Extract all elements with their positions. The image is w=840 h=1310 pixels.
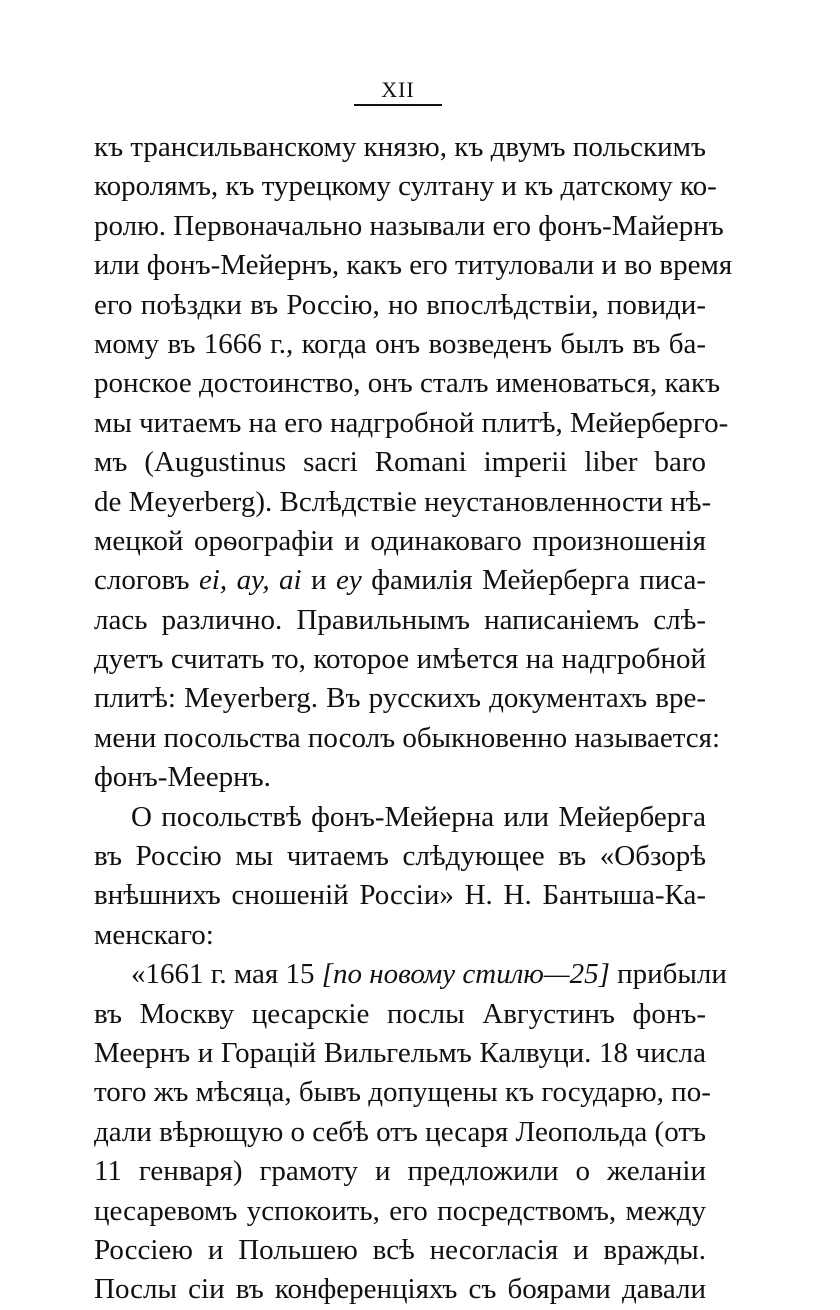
text-run: «1661 г. мая 15: [131, 958, 322, 991]
text-line: къ трансильванскому князю, къ двумъ польскимъ: [94, 131, 706, 163]
text-line: цесаревомъ успокоить, его посредствомъ, между: [94, 1194, 706, 1227]
text-line: 11 генваря) грамоту и предложили о желаніи: [94, 1155, 706, 1188]
text-line: Послы сіи въ конференціяхъ съ боярами давали: [94, 1273, 706, 1306]
text-line: ронское достоинство, онъ сталъ именоваться, какъ: [94, 367, 721, 400]
text-line: О посольствѣ фонъ-Мейерна или Мейерберга: [131, 800, 706, 833]
header-rule: [354, 104, 442, 106]
text-run: фамилія Мейерберга писа-: [361, 564, 706, 597]
text-line: королямъ, къ турецкому султану и къ датскому ко-: [94, 170, 717, 203]
text-line: мени посольства посолъ обыкновенно называется:: [94, 721, 721, 754]
italic-run: [по новому стилю—25]: [321, 958, 610, 991]
text-line: лась различно. Правильнымъ написаніемъ слѣ-: [94, 603, 706, 636]
italic-run: ei, ay, ai: [198, 564, 302, 597]
text-run: и: [301, 564, 337, 597]
text-line: [94, 561, 706, 600]
text-line: мецкой орѳографіи и одинаковаго произношенія: [94, 524, 706, 557]
text-line: мы читаемъ на его надгробной плитѣ, Мейерберго-: [94, 406, 729, 439]
text-line: плитѣ: Meyerberg. Въ русскихъ документахъ вре-: [94, 682, 706, 715]
text-line: de Meyerberg). Вслѣдствіе неустановленности нѣ-: [94, 485, 712, 518]
text-line: мому въ 1666 г., когда онъ возведенъ былъ въ ба-: [94, 327, 706, 360]
text-line: Меернъ и Горацій Вильгельмъ Калвуци. 18 числа: [94, 1036, 706, 1069]
text-run: слоговъ: [94, 564, 199, 597]
text-run: прибыли: [609, 958, 727, 991]
text-line: въ Россію мы читаемъ слѣдующее въ «Обзорѣ: [94, 840, 706, 873]
text-line: мъ (Augustinus sacri Romani imperii liber baro: [94, 446, 706, 479]
page-number: XII: [381, 77, 415, 102]
text-line: внѣшнихъ сношеній Россіи» Н. Н. Бантыша-Ка-: [94, 879, 706, 912]
text-line: дали вѣрющую о себѣ отъ цесаря Леопольда (отъ: [94, 1115, 706, 1148]
text-line: фонъ-Меернъ.: [94, 761, 271, 794]
text-line: менскаго:: [94, 918, 214, 951]
italic-run: ey: [336, 564, 362, 597]
text-line: дуетъ считать то, которое имѣется на надгробной: [94, 643, 706, 676]
text-line: ролю. Первоначально называли его фонъ-Майернъ: [94, 209, 724, 242]
text-line: или фонъ-Мейернъ, какъ его титуловали и во время: [94, 249, 733, 282]
text-line: того жъ мѣсяца, бывъ допущены къ государю, по-: [94, 1076, 711, 1109]
body-text: [94, 128, 733, 1310]
text-line: [94, 955, 727, 994]
text-line: Россіею и Польшею всѣ несогласія и вражды.: [94, 1233, 706, 1266]
text-line: въ Москву цесарскіе послы Августинъ фонъ-: [94, 997, 706, 1030]
text-line: его поѣздки въ Россію, но впослѣдствіи, повиди-: [94, 288, 706, 321]
